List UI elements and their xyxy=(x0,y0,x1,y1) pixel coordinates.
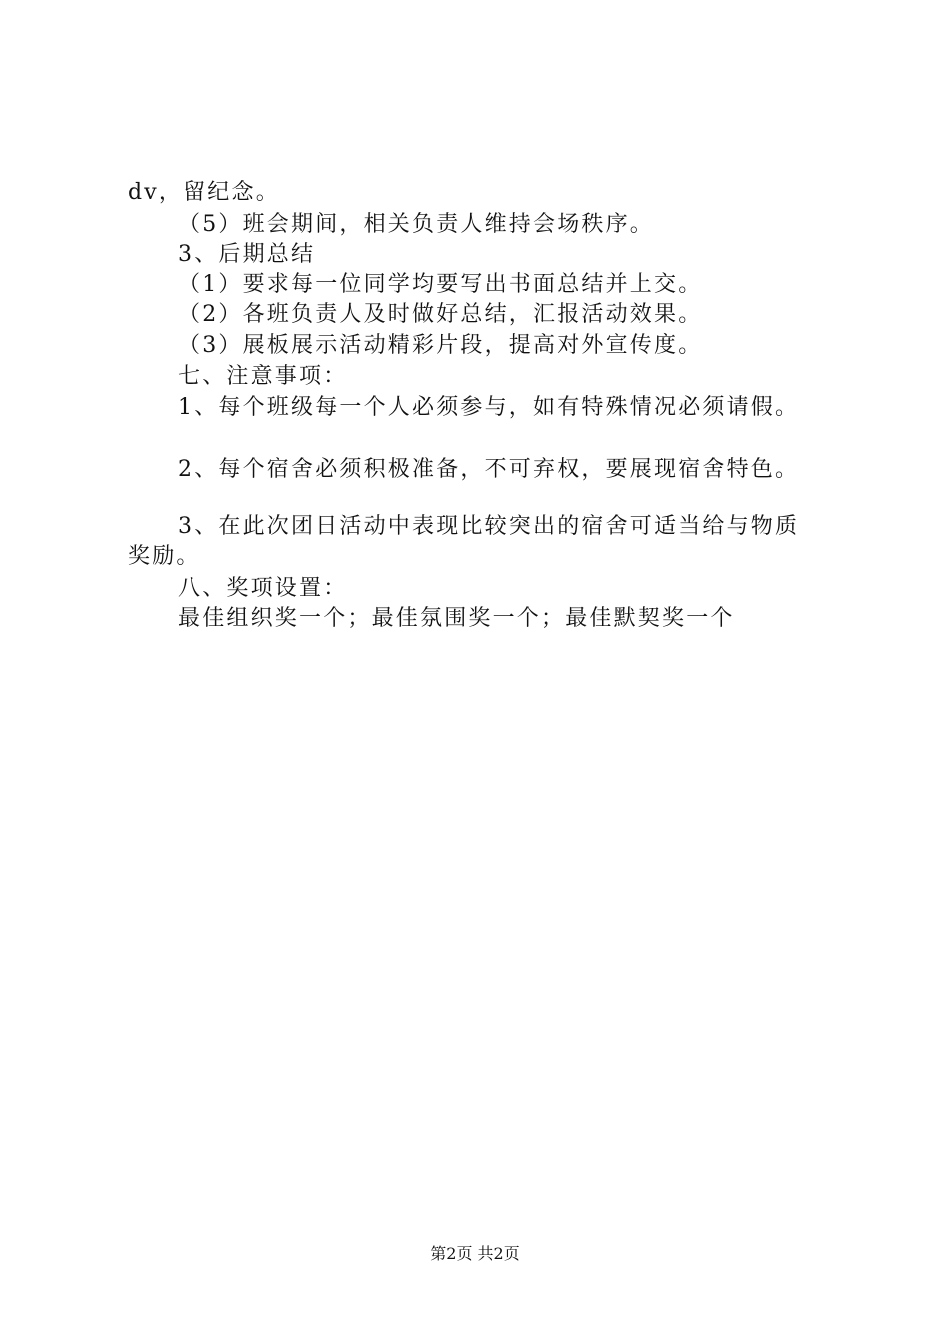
text-line: （2）各班负责人及时做好总结，汇报活动效果。 xyxy=(178,302,703,327)
text-line: 3、后期总结 xyxy=(178,242,316,267)
section-heading: 七、注意事项： xyxy=(178,364,348,389)
section-heading: 八、奖项设置： xyxy=(178,576,348,601)
text-line: 奖励。 xyxy=(128,544,201,569)
text-line: 1、每个班级每一个人必须参与，如有特殊情况必须请假。 xyxy=(178,395,800,420)
text-line: （1）要求每一位同学均要写出书面总结并上交。 xyxy=(178,272,703,297)
text-line: （5）班会期间，相关负责人维持会场秩序。 xyxy=(178,212,654,237)
text-line: 最佳组织奖一个；最佳氛围奖一个；最佳默契奖一个 xyxy=(178,606,735,631)
text-line: 2、每个宿舍必须积极准备，不可弃权，要展现宿舍特色。 xyxy=(178,457,800,482)
text-line: 3、在此次团日活动中表现比较突出的宿舍可适当给与物质 xyxy=(178,514,800,539)
text-line: （3）展板展示活动精彩片段，提高对外宣传度。 xyxy=(178,333,703,358)
text-line: dv，留纪念。 xyxy=(128,180,280,205)
page-number-footer: 第2页 共2页 xyxy=(430,1244,520,1263)
